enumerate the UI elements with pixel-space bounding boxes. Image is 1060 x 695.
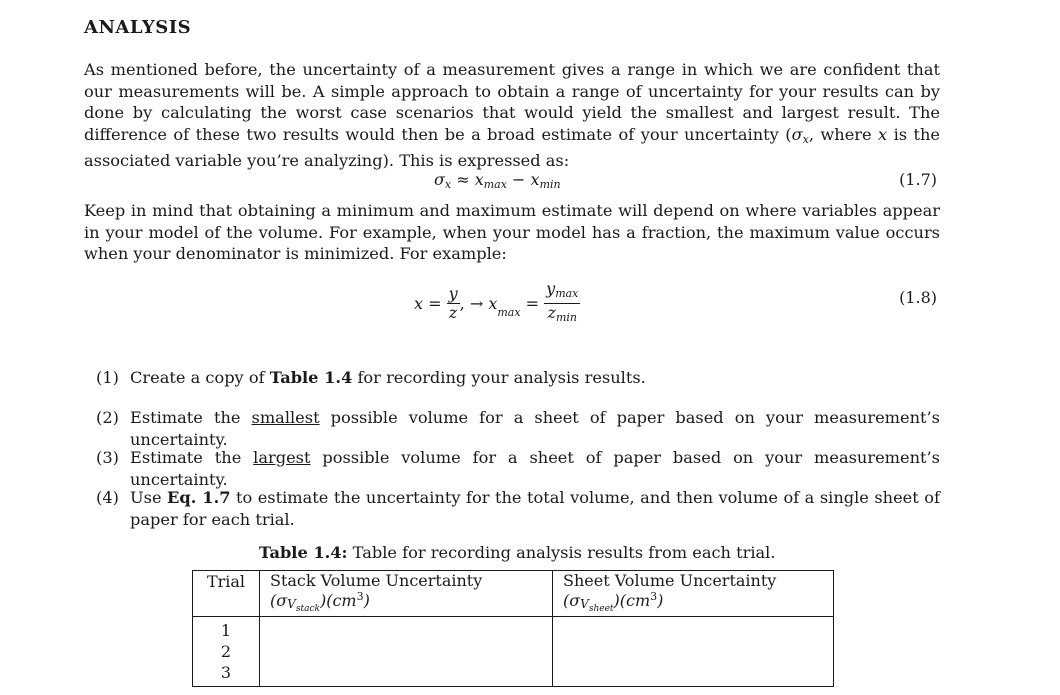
- equation-1-7-body: [434, 170, 561, 191]
- list-item-2-a: Estimate the: [130, 408, 252, 427]
- header-stack-unit-sup: 3: [356, 590, 364, 603]
- header-stack-symbol: [270, 590, 552, 614]
- list-item-3-c: possible volume for a sheet of paper based on your measurement’s uncertainty.: [130, 448, 940, 489]
- eq1-minus: −: [506, 170, 531, 189]
- eq1-sigma: σ: [434, 170, 445, 189]
- intro-text-b: , where: [808, 124, 879, 144]
- eq2-frac2-denominator: [544, 304, 580, 327]
- intro-variable-x: x: [878, 124, 888, 144]
- equation-1-8-body: [414, 280, 580, 327]
- list-item-1-c: for recording your analysis results.: [352, 368, 646, 387]
- list-item-4-text: [130, 487, 940, 530]
- header-trial: Trial: [193, 571, 260, 617]
- list-item-4-number: (4): [96, 488, 119, 507]
- sheet-volume-entry-cell[interactable]: [553, 617, 834, 687]
- list-item-3-a: Estimate the: [130, 448, 254, 467]
- table-caption: [259, 543, 776, 562]
- eq1-sigma-sub: x: [444, 178, 452, 191]
- trial-2: 2: [220, 642, 232, 661]
- header-sheet-v-sub: sheet: [588, 604, 614, 614]
- header-stack-volume-uncertainty: [260, 571, 553, 617]
- eq1-xmax-sub: max: [483, 178, 507, 191]
- eq2-frac2-num-sub: max: [555, 287, 579, 300]
- header-sheet-symbol: [563, 590, 833, 614]
- section-heading: ANALYSIS: [84, 17, 192, 38]
- list-item-3-text: [130, 447, 940, 490]
- eq2-equals: =: [423, 294, 447, 313]
- equation-1-8-number: (1.8): [899, 288, 937, 307]
- eq2-equals-2: =: [520, 294, 545, 313]
- equation-1-7-number: (1.7): [899, 170, 937, 189]
- table-caption-text: Table for recording analysis results from each trial.: [347, 543, 776, 562]
- eq2-fraction-1: [447, 285, 460, 322]
- list-item-2-text: [130, 407, 940, 450]
- eq1-approx: ≈: [451, 170, 475, 189]
- list-item-2-number: (2): [96, 408, 119, 427]
- eq2-fraction-2: [544, 280, 580, 327]
- eq2-xmax: x: [488, 294, 498, 313]
- intro-sigma: σ: [791, 124, 803, 144]
- analysis-results-table: [192, 570, 834, 687]
- eq2-arrow: , →: [459, 294, 489, 313]
- header-stack-v: V: [287, 597, 296, 611]
- header-sheet-v: V: [580, 597, 589, 611]
- eq2-frac1-denominator: z: [448, 303, 458, 322]
- list-item-2-c: possible volume for a sheet of paper based on your measurement’s uncertainty.: [130, 408, 940, 449]
- trial-numbers-cell: [193, 617, 260, 687]
- equation-1-8: [84, 280, 940, 324]
- trial-1: 1: [220, 621, 232, 640]
- eq2-lhs: x: [414, 294, 424, 313]
- list-item-2-b: smallest: [251, 408, 320, 427]
- intro-text-a: As mentioned before, the uncertainty of a measurement gives a range in which we are confident that our measurements will be. A simple approach to obtain a range of uncertainty for your results can by done by calculating the worst case scenarios that would yield the smallest and largest result. The difference of these two results would then be a broad estimate of your uncertainty (: [84, 60, 940, 144]
- model-paragraph: Keep in mind that obtaining a minimum and maximum estimate will depend on where variables appear in your model of the volume. For example, when your model has a fraction, the maximum value occurs when your denominator is minimized. For example:: [84, 201, 940, 263]
- table-caption-label: Table 1.4:: [259, 543, 348, 562]
- eq1-xmax: x: [474, 170, 484, 189]
- list-item-4-a: Use: [130, 488, 168, 507]
- eq2-xmax-sub: max: [497, 306, 521, 319]
- header-stack-unit-end: ): [363, 591, 370, 610]
- header-stack-v-sub: stack: [295, 604, 320, 614]
- list-item-1-text: [130, 367, 940, 389]
- eq2-frac2-den-sub: min: [555, 311, 577, 324]
- intro-text-c: is the associated variable you’re analyzing). This is expressed as:: [84, 124, 940, 170]
- header-sheet-unit-end: ): [657, 591, 664, 610]
- list-item-1-a: Create a copy of: [130, 368, 270, 387]
- header-sheet-label: Sheet Volume Uncertainty: [563, 571, 777, 590]
- table-body-row: [193, 617, 834, 687]
- header-stack-sigma: (σ: [270, 591, 288, 610]
- list-item-1-b: Table 1.4: [269, 368, 353, 387]
- eq2-frac2-num-var: y: [546, 279, 556, 298]
- list-item-4-b: Eq. 1.7: [167, 488, 231, 507]
- table-header-row: [193, 571, 834, 617]
- eq2-frac1-numerator: y: [448, 284, 458, 303]
- list-item-3-number: (3): [96, 448, 119, 467]
- intro-paragraph: [84, 59, 940, 172]
- header-sheet-unit: )(cm: [613, 591, 651, 610]
- header-stack-unit: )(cm: [319, 591, 357, 610]
- header-sheet-unit-sup: 3: [650, 590, 658, 603]
- list-item-4-c: to estimate the uncertainty for the total volume, and then volume of a single sheet of paper for each trial.: [130, 488, 940, 529]
- list-item-1-number: (1): [96, 368, 119, 387]
- list-item-3-b: largest: [253, 448, 311, 467]
- header-sheet-volume-uncertainty: [553, 571, 834, 617]
- header-sheet-sigma: (σ: [563, 591, 581, 610]
- trial-3: 3: [220, 663, 232, 682]
- eq2-frac2-numerator: [544, 280, 580, 304]
- intro-sigma-sub: x: [802, 132, 809, 146]
- stack-volume-entry-cell[interactable]: [260, 617, 553, 687]
- eq1-xmin-sub: min: [539, 178, 561, 191]
- header-stack-label: Stack Volume Uncertainty: [270, 571, 483, 590]
- eq2-frac2-den-var: z: [547, 303, 556, 322]
- eq1-xmin: x: [530, 170, 540, 189]
